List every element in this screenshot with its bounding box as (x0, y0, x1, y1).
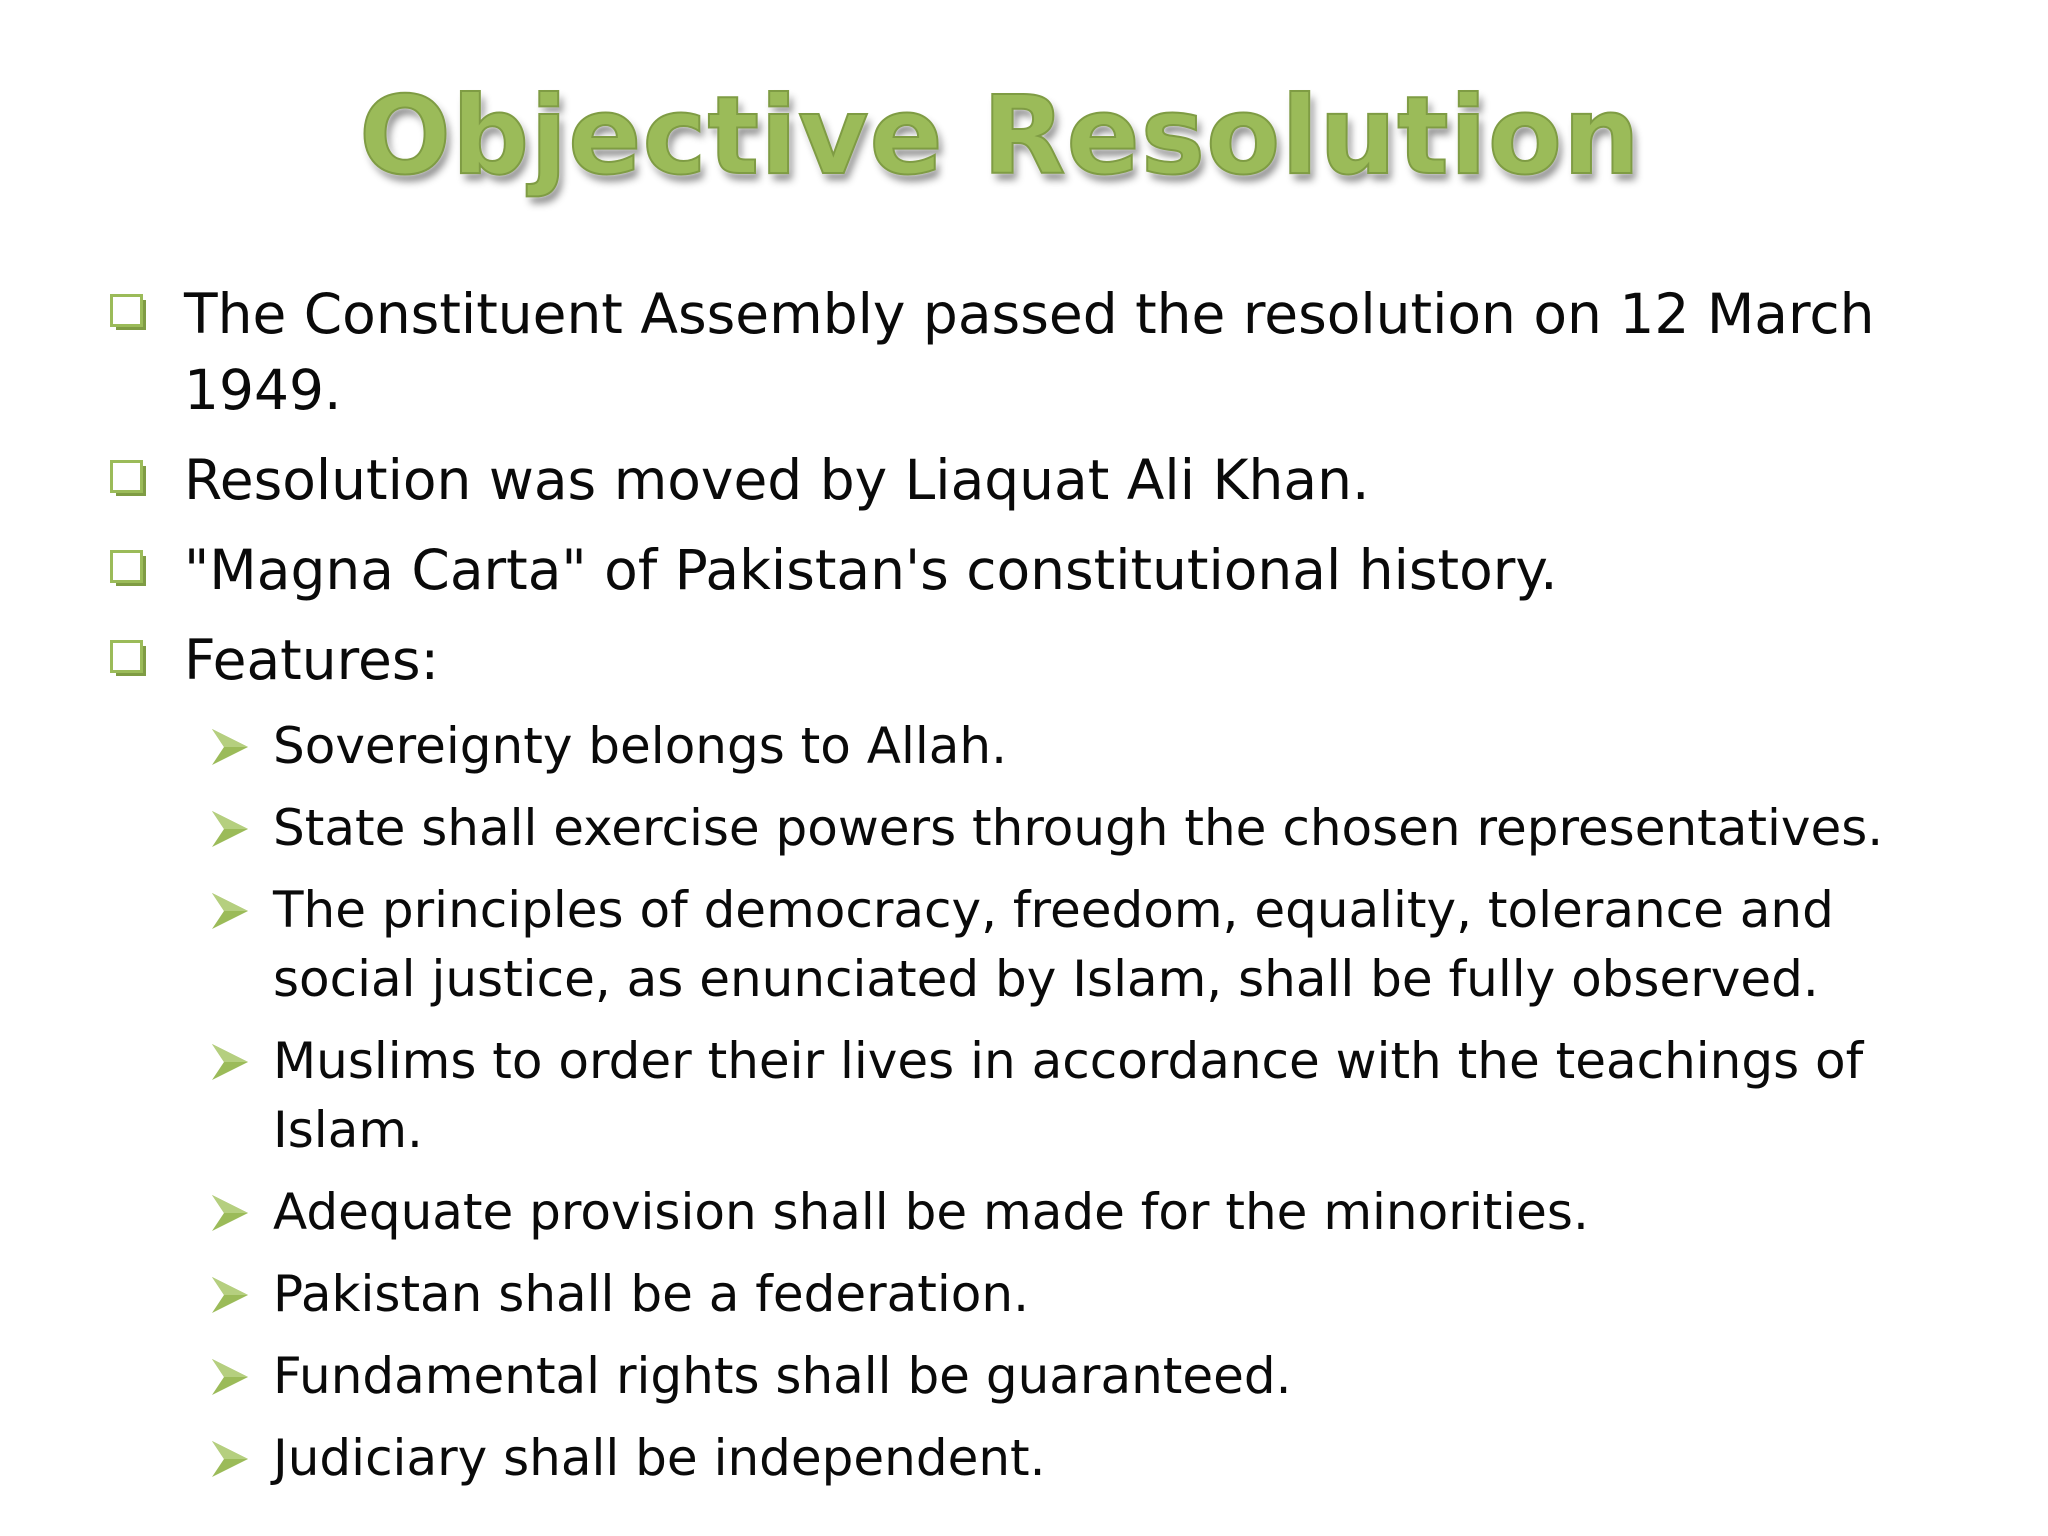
arrow-bullet-icon (210, 1042, 250, 1082)
bullet-item (110, 442, 1910, 518)
slide-content (110, 276, 1910, 1506)
square-bullet-icon (110, 460, 148, 498)
bullet-text: The Constituent Assembly passed the resolution on 12 March 1949. (184, 282, 1875, 422)
bullet-item (110, 276, 1910, 428)
feature-item (210, 1424, 1910, 1493)
feature-text: Adequate provision shall be made for the minorities. (273, 1183, 1589, 1241)
feature-text: State shall exercise powers through the chosen representatives. (273, 799, 1884, 857)
arrow-bullet-icon (210, 727, 250, 767)
slide-title: Objective Resolution (359, 74, 1641, 199)
feature-item (210, 712, 1910, 781)
arrow-bullet-icon (210, 1357, 250, 1397)
feature-text: Judiciary shall be independent. (273, 1429, 1046, 1487)
feature-item (210, 794, 1910, 863)
square-bullet-icon (110, 550, 148, 588)
feature-item (210, 1027, 1910, 1165)
arrow-bullet-icon (210, 1275, 250, 1315)
feature-item (210, 876, 1910, 1014)
arrow-bullet-icon (210, 891, 250, 931)
bullet-item (110, 532, 1910, 608)
bullet-text: "Magna Carta" of Pakistan's constitutional history. (184, 538, 1558, 602)
square-bullet-icon (110, 640, 148, 678)
bullet-item (110, 622, 1910, 698)
arrow-bullet-icon (210, 1439, 250, 1479)
arrow-bullet-icon (210, 1193, 250, 1233)
feature-text: Pakistan shall be a federation. (273, 1265, 1029, 1323)
bullet-text: Resolution was moved by Liaquat Ali Khan. (184, 448, 1370, 512)
feature-text: Muslims to order their lives in accordance with the teachings of Islam. (273, 1032, 1864, 1159)
feature-item (210, 1342, 1910, 1411)
square-bullet-icon (110, 294, 148, 332)
feature-item (210, 1178, 1910, 1247)
feature-item (210, 1260, 1910, 1329)
feature-text: Fundamental rights shall be guaranteed. (273, 1347, 1292, 1405)
feature-text: The principles of democracy, freedom, equality, tolerance and social justice, as enunciated by Islam, shall be fully observed. (273, 881, 1834, 1008)
feature-text: Sovereignty belongs to Allah. (273, 717, 1007, 775)
bullet-text: Features: (184, 628, 440, 692)
arrow-bullet-icon (210, 809, 250, 849)
